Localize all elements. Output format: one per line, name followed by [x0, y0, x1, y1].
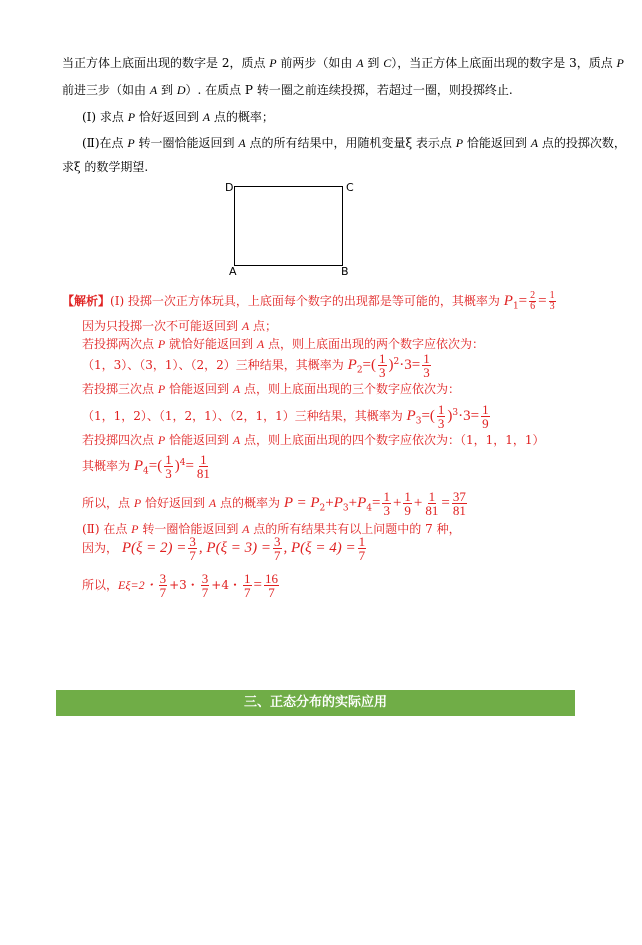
vertex-label-a: A [229, 265, 237, 278]
solution-line-4: （1，3）、（3，1）、（2，2）三种结果，其概率为 $P_2=$( $\frac{1}{3}$ )$^2$·3= $\frac{1}{3}$ [82, 351, 430, 380]
solution-line-5: 若投掷三次点 P 恰能返回到 A 点，则上底面出现的三个数字应依次为： [82, 382, 460, 396]
problem-line-2: 前进三步（如由 A 到 D）. 在质点 P 转一圈之前连续投掷，若超过一圈，则投掷终止. [62, 83, 513, 97]
solution-line-10: (Ⅱ) 在点 P 转一圈恰能返回到 A 点的所有结果共有以上问题中的 7 种， [82, 522, 461, 536]
problem-line-1: 当正方体上底面出现的数字是 2，质点 P 前两步（如由 A 到 C），当正方体上底面出现的数字是 3，质点 P [62, 56, 624, 70]
solution-line-9: 所以，点 P 恰好返回到 A 点的概率为 $P = P_2+P_3+P_4=$ $\frac{1}{3}$ + $\frac{1}{9}$ + $\frac{1}{81}$ = $\frac{37}{81}$ [82, 489, 466, 518]
question-2: (Ⅱ)在点 P 转一圈恰能返回到 A 点的所有结果中，用随机变量ξ 表示点 P 恰能返回到 A 点的投掷次数， [82, 136, 626, 150]
solution-line-6: （1，1，2）、（1，2，1）、（2，1，1）三种结果，其概率为 $P_3=$( $\frac{1}{3}$ )$^3$·3= $\frac{1}{9}$ [82, 402, 489, 431]
solution-line-7: 若投掷四次点 P 恰能返回到 A 点，则上底面出现的四个数字应依次为：（1，1，1，1） [82, 433, 545, 447]
vertex-label-b: B [341, 265, 349, 278]
section-title-banner: 三、正态分布的实际应用 [56, 690, 575, 716]
solution-line-2: 因为只投掷一次不可能返回到 A 点； [82, 319, 277, 333]
square-figure [234, 186, 343, 266]
solution-tag: 【解析】 [62, 294, 111, 308]
vertex-label-d: D [225, 181, 234, 194]
solution-line-11: 因为， P(ξ = 2) = $\frac{3}{7}$ , P(ξ = 3) = $\frac{3}{7}$ , P(ξ = 4) = $\frac{1}{7}$ [82, 534, 366, 563]
solution-line-1: 【解析】(Ⅰ) 投掷一次正方体玩具，上底面每个数字的出现都是等可能的，其概率为 $P_1=$ $\frac{2}{6}$ = $\frac{1}{3}$ [62, 290, 555, 312]
solution-line-12: 所以，Eξ=2・ $\frac{3}{7}$ +3・ $\frac{3}{7}$ +4・ $\frac{1}{7}$ = $\frac{16}{7}$ [82, 571, 278, 600]
solution-line-3: 若投掷两次点 P 就恰好能返回到 A 点，则上底面出现的两个数字应依次为： [82, 337, 484, 351]
question-1: (Ⅰ) 求点 P 恰好返回到 A 点的概率； [82, 110, 274, 124]
vertex-label-c: C [346, 181, 354, 194]
question-2-cont: 求ξ 的数学期望. [62, 160, 149, 174]
solution-line-8: 其概率为 $P_4=$( $\frac{1}{3}$ )$^4$= $\frac{1}{81}$ [82, 452, 210, 481]
